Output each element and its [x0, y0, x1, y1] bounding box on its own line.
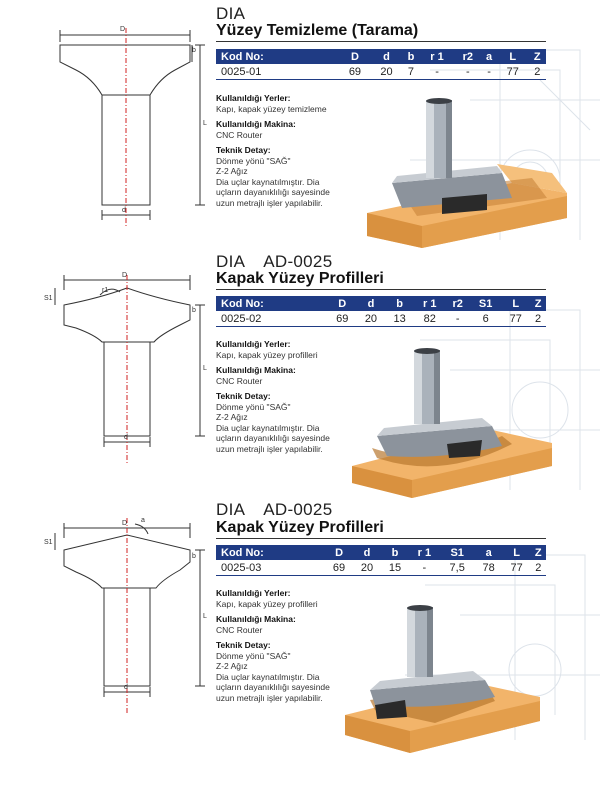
col-header: r2 [446, 296, 470, 311]
brand-line [216, 4, 281, 24]
col-header: d [357, 296, 386, 311]
cell: 20 [353, 560, 381, 576]
tech-label: Teknik Detay: [216, 391, 271, 401]
spec-data-row [216, 64, 546, 80]
product-section-2 [0, 250, 600, 500]
info-block [216, 588, 366, 703]
brand: DIA [216, 252, 246, 271]
col-header: D [328, 296, 357, 311]
info-block [216, 93, 366, 208]
spec-header-row [216, 296, 546, 311]
product-photo-3 [345, 605, 550, 755]
tech-line: uzun metrajlı işler yapılabilir. [216, 692, 323, 703]
cell: 69 [328, 311, 357, 327]
drawing-label-D: D [122, 520, 128, 527]
col-header: Kod No: [216, 49, 339, 64]
machine-text: CNC Router [216, 624, 263, 635]
tech-line: uzun metrajlı işler yapılabilir. [216, 443, 323, 454]
drawing-label-L: L [203, 613, 207, 620]
tech-line: uzun metrajlı işler yapılabilir. [216, 197, 323, 208]
cell: 78 [475, 560, 503, 576]
col-header: b [402, 49, 419, 64]
col-header: r 1 [409, 545, 440, 560]
col-header: d [371, 49, 403, 64]
spec-table [216, 49, 546, 80]
tech-line: Z-2 Ağız [216, 661, 248, 671]
drawing-label-b: b [192, 47, 196, 54]
col-header: Z [531, 545, 546, 560]
cell: 15 [381, 560, 409, 576]
section-title: Kapak Yüzey Profilleri [216, 270, 384, 287]
drawing-label-L: L [203, 120, 207, 127]
col-header: Z [529, 49, 546, 64]
drawing-label-r1: r1 [102, 287, 109, 294]
cell: 77 [497, 64, 529, 80]
col-header: a [475, 545, 503, 560]
cell: 20 [357, 311, 386, 327]
cell: 0025-01 [216, 64, 339, 80]
cell: 0025-03 [216, 560, 325, 576]
cell: 69 [339, 64, 371, 80]
tech-line: Dia uçlar kaynatılmıştır. Dia [216, 422, 320, 433]
brand-line [216, 500, 350, 520]
machine-label: Kullanıldığı Makina: [216, 119, 296, 129]
product-photo-2 [352, 348, 557, 498]
col-header: Kod No: [216, 296, 328, 311]
tech-line: Dia uçlar kaynatılmıştır. Dia [216, 671, 320, 682]
col-header: r2 [454, 49, 481, 64]
tech-line: uçların dayanıklılığı sayesinde [216, 682, 330, 692]
drawing-label-D: D [120, 26, 126, 33]
cell: 7,5 [440, 560, 475, 576]
col-header: r 1 [414, 296, 446, 311]
col-header: r 1 [420, 49, 455, 64]
tech-line: Dönme yönü "SAĞ" [216, 650, 291, 661]
col-header: S1 [440, 545, 475, 560]
cell: 2 [530, 311, 546, 327]
tool-drawing-3 [40, 500, 210, 740]
drawing-label-b: b [192, 307, 196, 314]
col-header: b [385, 296, 414, 311]
product-photo-1 [362, 98, 567, 248]
usage-text: Kapı, kapak yüzey profilleri [216, 598, 318, 609]
cell: - [481, 64, 497, 80]
col-header: b [381, 545, 409, 560]
tech-line: Dönme yönü "SAĞ" [216, 155, 291, 166]
cell: - [409, 560, 440, 576]
tech-line: Z-2 Ağız [216, 412, 248, 422]
product-code: AD-0025 [263, 500, 333, 519]
cell: 69 [325, 560, 353, 576]
col-header: Kod No: [216, 545, 325, 560]
usage-text: Kapı, kapak yüzey profilleri [216, 349, 318, 360]
drawing-label-S1: S1 [44, 539, 53, 546]
machine-label: Kullanıldığı Makina: [216, 614, 296, 624]
cell: 82 [414, 311, 446, 327]
cell: 77 [503, 560, 531, 576]
product-code: AD-0025 [263, 252, 333, 271]
spec-table [216, 296, 546, 327]
col-header: L [497, 49, 529, 64]
drawing-label-d: d [124, 434, 128, 441]
product-section-1 [0, 0, 600, 250]
drawing-label-d: d [122, 207, 126, 214]
col-header: S1 [470, 296, 502, 311]
spec-data-row [216, 560, 546, 576]
tool-drawing-2 [40, 250, 210, 490]
title-divider [216, 289, 546, 290]
spec-table [216, 545, 546, 576]
drawing-label-L: L [203, 365, 207, 372]
tech-label: Teknik Detay: [216, 640, 271, 650]
usage-label: Kullanıldığı Yerler: [216, 93, 291, 103]
title-divider [216, 41, 546, 42]
spec-header-row [216, 545, 546, 560]
drawing-label-b: b [192, 553, 196, 560]
spec-data-row [216, 311, 546, 327]
brand-line [216, 252, 350, 272]
cell: 20 [371, 64, 403, 80]
col-header: L [503, 545, 531, 560]
cell: 77 [501, 311, 530, 327]
brand: DIA [216, 500, 246, 519]
brand: DIA [216, 4, 246, 23]
cell: - [420, 64, 455, 80]
drawing-label-d: d [124, 684, 128, 691]
spec-header-row [216, 49, 546, 64]
section-title: Kapak Yüzey Profilleri [216, 519, 384, 536]
cell: 13 [385, 311, 414, 327]
usage-label: Kullanıldığı Yerler: [216, 339, 291, 349]
col-header: D [339, 49, 371, 64]
tech-line: Z-2 Ağız [216, 166, 248, 176]
machine-text: CNC Router [216, 375, 263, 386]
cell: 7 [402, 64, 419, 80]
col-header: d [353, 545, 381, 560]
cell: 2 [529, 64, 546, 80]
cell: - [446, 311, 470, 327]
usage-label: Kullanıldığı Yerler: [216, 588, 291, 598]
info-block [216, 339, 366, 454]
title-divider [216, 538, 546, 539]
drawing-label-a: a [141, 517, 145, 524]
cell: 2 [531, 560, 546, 576]
product-section-3 [0, 500, 600, 750]
tech-line: uçların dayanıklılığı sayesinde [216, 187, 330, 197]
cell: - [454, 64, 481, 80]
machine-text: CNC Router [216, 129, 263, 140]
drawing-label-S1: S1 [44, 295, 53, 302]
drawing-label-D: D [122, 272, 128, 279]
col-header: D [325, 545, 353, 560]
tech-line: Dia uçlar kaynatılmıştır. Dia [216, 176, 320, 187]
tech-line: Dönme yönü "SAĞ" [216, 401, 291, 412]
section-title: Yüzey Temizleme (Tarama) [216, 22, 419, 39]
cell: 6 [470, 311, 502, 327]
tech-line: uçların dayanıklılığı sayesinde [216, 433, 330, 443]
col-header: L [501, 296, 530, 311]
col-header: Z [530, 296, 546, 311]
cell: 0025-02 [216, 311, 328, 327]
col-header: a [481, 49, 497, 64]
tool-drawing-1 [40, 0, 210, 240]
machine-label: Kullanıldığı Makina: [216, 365, 296, 375]
tech-label: Teknik Detay: [216, 145, 271, 155]
usage-text: Kapı, kapak yüzey temizleme [216, 103, 327, 114]
